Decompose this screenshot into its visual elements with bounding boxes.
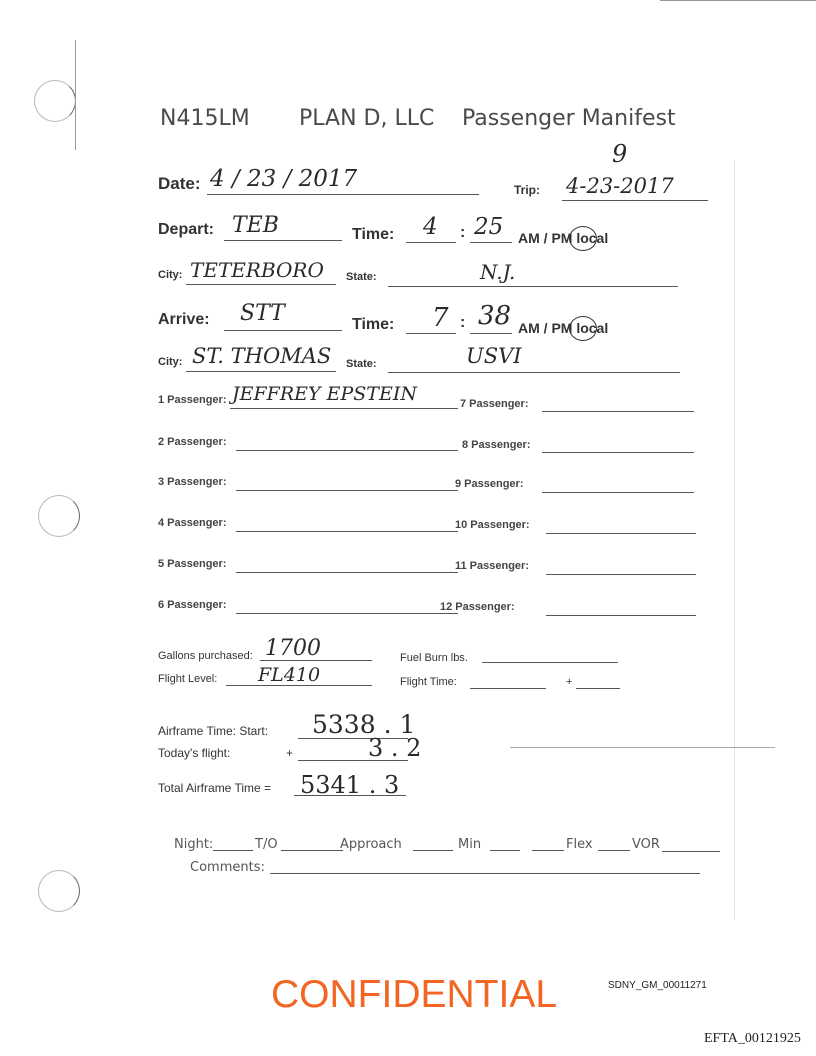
- tail-number: N415LM: [160, 106, 250, 131]
- passenger-3-label: 3 Passenger:: [158, 476, 227, 488]
- comments-line: [270, 873, 700, 874]
- trip-value: 4-23-2017: [566, 174, 674, 198]
- airframe-start-label: Airframe Time: Start:: [158, 724, 269, 738]
- binder-hole-top: [34, 80, 76, 122]
- passenger-10-line: [546, 533, 696, 534]
- arrive-time-label: Time:: [352, 316, 395, 333]
- company-name: PLAN D, LLC: [299, 106, 435, 131]
- date-label: Date:: [158, 174, 201, 193]
- right-form-border: [734, 160, 735, 920]
- binder-hole-bottom: [38, 870, 80, 912]
- approach-line: [413, 850, 453, 851]
- flex-label: Flex: [566, 837, 593, 852]
- depart-label: Depart:: [158, 221, 215, 238]
- depart-time-label: Time:: [352, 226, 395, 243]
- flight-time-label: Flight Time:: [400, 676, 457, 688]
- arrive-hour-line: [406, 333, 456, 334]
- arrive-minute: 38: [478, 301, 512, 331]
- depart-minute-line: [470, 242, 512, 243]
- arrive-ampm: AM / PM local: [518, 320, 609, 336]
- left-scan-edge: [75, 40, 76, 150]
- arrive-city-label: City:: [158, 356, 183, 368]
- to-label: T/O: [255, 837, 278, 852]
- flex-after-line: [598, 850, 630, 851]
- todays-flight-line: [298, 760, 408, 761]
- depart-state-value: N.J.: [480, 260, 516, 284]
- flight-level-line: [226, 685, 372, 686]
- arrive-hour: 7: [432, 303, 449, 333]
- passenger-7-line: [542, 411, 694, 412]
- depart-city-line: [186, 284, 336, 285]
- arrive-minute-line: [470, 333, 512, 334]
- passenger-5-label: 5 Passenger:: [158, 558, 227, 570]
- arrive-time-colon: :: [460, 314, 466, 331]
- pm-circle-depart: [569, 226, 597, 251]
- depart-line: [224, 240, 342, 241]
- to-line: [281, 850, 343, 851]
- total-airframe-value: 5341 . 3: [300, 771, 400, 799]
- total-airframe-line: [294, 795, 406, 796]
- passenger-9-label: 9 Passenger:: [455, 478, 524, 490]
- flight-level-value: FL410: [258, 664, 321, 686]
- bates-number: SDNY_GM_00011271: [608, 980, 707, 991]
- arrive-line: [224, 330, 342, 331]
- arrive-city-line: [186, 371, 336, 372]
- passenger-3-line: [236, 490, 458, 491]
- passenger-2-label: 2 Passenger:: [158, 436, 227, 448]
- passenger-1-label: 1 Passenger:: [158, 394, 227, 406]
- passenger-2-line: [236, 450, 458, 451]
- depart-city-label: City:: [158, 269, 183, 281]
- trip-label: Trip:: [514, 183, 540, 197]
- right-fold-line: [510, 747, 775, 748]
- depart-state-line: [388, 286, 678, 287]
- depart-city-value: TETERBORO: [190, 258, 324, 282]
- flight-level-label: Flight Level:: [158, 673, 218, 685]
- airframe-start-value: 5338 . 1: [312, 710, 416, 739]
- flight-time-sep: +: [566, 676, 573, 688]
- gallons-line: [260, 660, 372, 661]
- arrive-state-value: USVI: [466, 344, 522, 368]
- comments-label: Comments:: [190, 860, 265, 875]
- arrive-city-value: ST. THOMAS: [192, 344, 332, 368]
- depart-hour-line: [406, 242, 456, 243]
- arrive-value: STT: [240, 301, 285, 326]
- passenger-11-line: [546, 574, 696, 575]
- fuel-burn-line: [482, 662, 618, 663]
- depart-ampm: AM / PM local: [518, 230, 609, 246]
- passenger-1-line: [230, 408, 458, 409]
- arrive-state-label: State:: [346, 358, 377, 370]
- passenger-6-label: 6 Passenger:: [158, 599, 227, 611]
- top-right-edge: [660, 0, 816, 1]
- depart-hour: 4: [423, 214, 438, 240]
- passenger-8-line: [542, 452, 694, 453]
- min-line: [490, 850, 520, 851]
- todays-flight-plus: +: [286, 746, 294, 760]
- min-label: Min: [458, 837, 482, 852]
- passenger-9-line: [542, 492, 694, 493]
- depart-value: TEB: [232, 213, 279, 238]
- flight-time-line-hours: [470, 688, 546, 689]
- approach-label: Approach: [340, 837, 402, 852]
- passenger-10-label: 10 Passenger:: [455, 519, 530, 531]
- night-label: Night:: [174, 837, 214, 852]
- todays-flight-value: 3 . 2: [368, 734, 422, 762]
- passenger-8-label: 8 Passenger:: [462, 439, 531, 451]
- trip-line: [562, 200, 708, 201]
- passenger-11-label: 11 Passenger:: [455, 560, 529, 572]
- date-value: 4 / 23 / 2017: [210, 166, 358, 192]
- pm-circle-arrive: [569, 316, 597, 341]
- total-airframe-label: Total Airframe Time =: [158, 781, 272, 795]
- depart-time-colon: :: [460, 224, 466, 241]
- flex-line: [532, 850, 564, 851]
- depart-minute: 25: [474, 214, 504, 240]
- passenger-1-value: JEFFREY EPSTEIN: [232, 383, 417, 405]
- fuel-burn-label: Fuel Burn lbs.: [400, 652, 468, 664]
- vor-line: [662, 851, 720, 852]
- binder-hole-middle: [38, 495, 80, 537]
- passenger-12-line: [546, 615, 696, 616]
- gallons-label: Gallons purchased:: [158, 650, 253, 662]
- passenger-4-label: 4 Passenger:: [158, 517, 227, 529]
- night-line: [213, 850, 253, 851]
- passenger-5-line: [236, 572, 458, 573]
- form-title: Passenger Manifest: [462, 106, 676, 131]
- date-line: [207, 194, 479, 195]
- passenger-4-line: [236, 531, 458, 532]
- efta-number: EFTA_00121925: [704, 1031, 801, 1046]
- arrive-label: Arrive:: [158, 311, 210, 328]
- trip-number: 9: [612, 140, 628, 168]
- confidential-stamp: CONFIDENTIAL: [271, 973, 558, 1016]
- todays-flight-label: Today's flight:: [158, 746, 231, 760]
- gallons-value: 1700: [265, 636, 321, 661]
- arrive-state-line: [388, 372, 680, 373]
- vor-label: VOR: [632, 837, 660, 852]
- passenger-12-label: 12 Passenger:: [440, 601, 515, 613]
- flight-time-line-tenths: [576, 688, 620, 689]
- passenger-7-label: 7 Passenger:: [460, 398, 529, 410]
- depart-state-label: State:: [346, 271, 377, 283]
- passenger-6-line: [236, 613, 458, 614]
